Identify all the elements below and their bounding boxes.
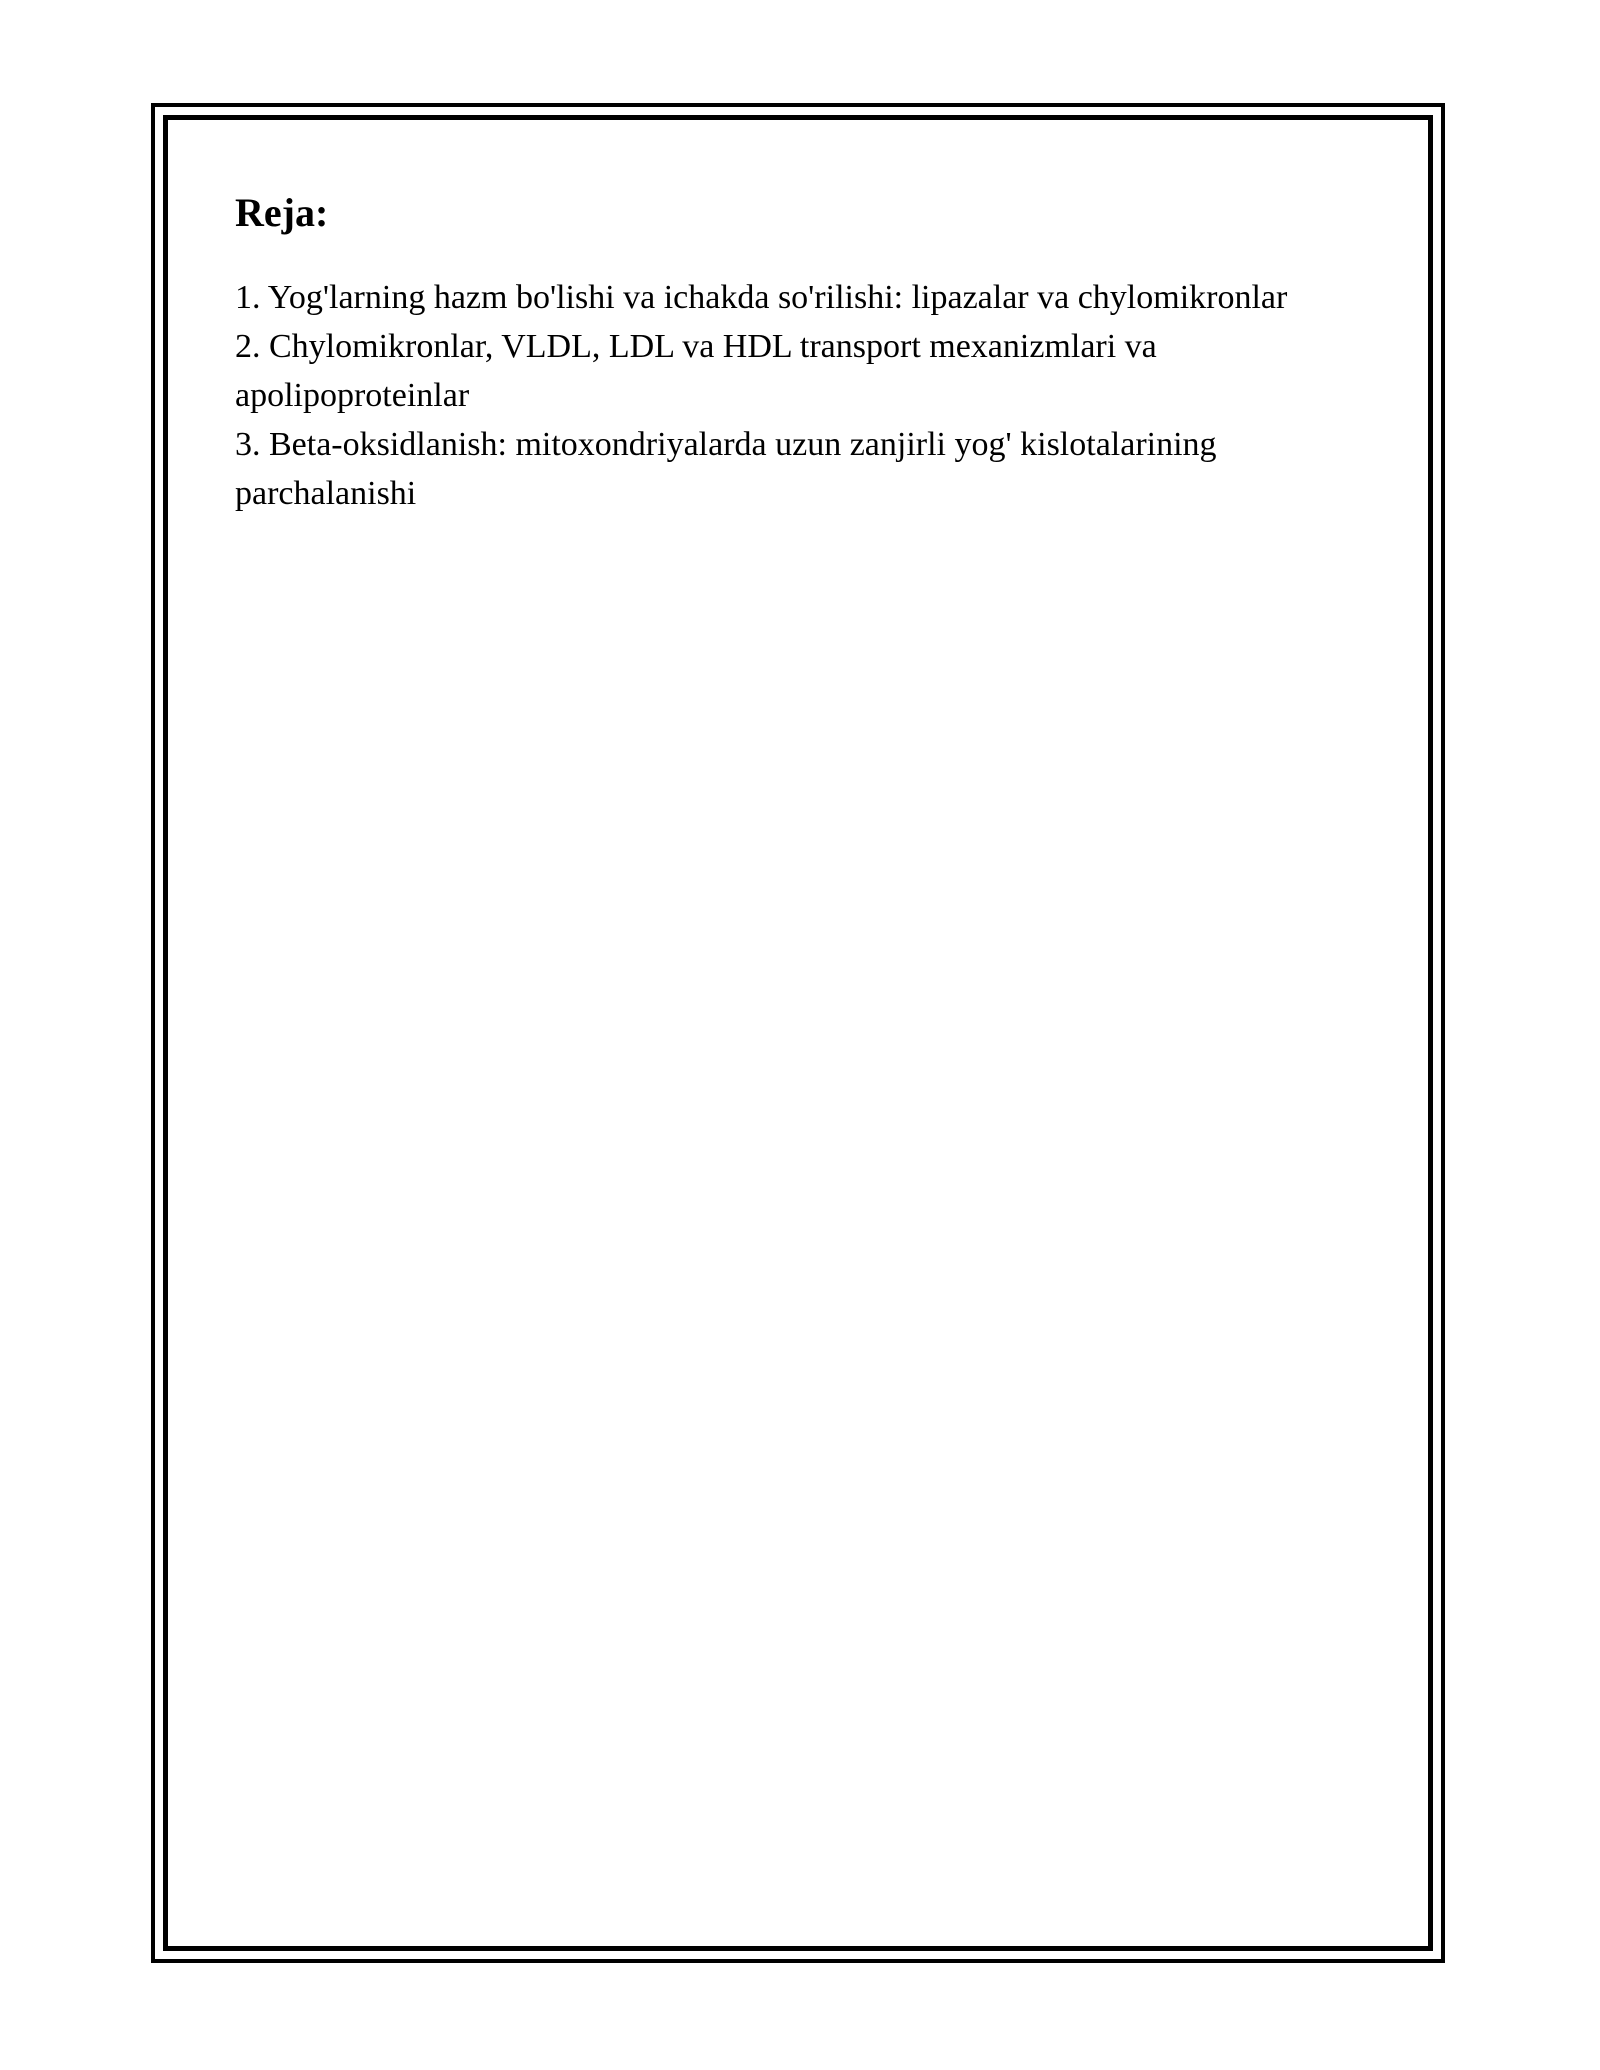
- plan-list: [235, 273, 1355, 518]
- plan-item-3: 3. Beta-oksidlanish: mitoxondriyalarda uzun zanjirli yog' kislotalarining parchalanishi: [235, 426, 1217, 512]
- plan-item-1: 1. Yog'larning hazm bo'lishi va ichakda so'rilishi: lipazalar va chylomikronlar: [235, 279, 1288, 316]
- plan-heading: Reja:: [235, 190, 329, 235]
- document-body: [235, 185, 1355, 518]
- plan-item-2: 2. Chylomikronlar, VLDL, LDL va HDL transport mexanizmlari va apolipoproteinlar: [235, 328, 1157, 414]
